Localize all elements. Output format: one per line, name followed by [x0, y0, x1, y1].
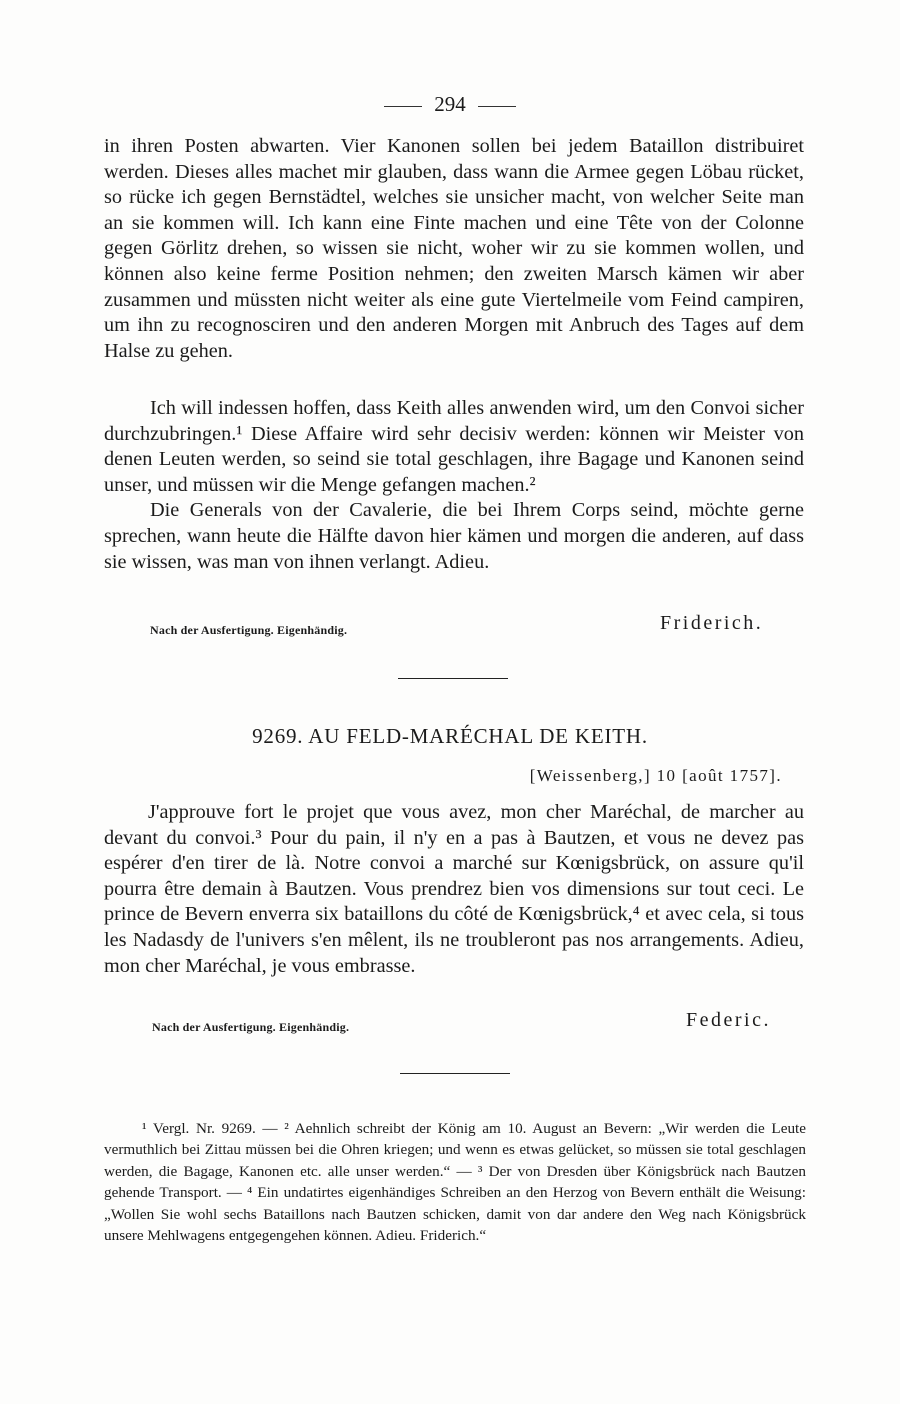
footnotes — [104, 1118, 806, 1246]
letter-body — [104, 800, 804, 979]
header-rule-right — [478, 106, 516, 107]
page-header — [0, 92, 900, 117]
paragraph: Die Generals von der Cavalerie, die bei Ihrem Corps seind, möchte gerne sprechen, wann heute die Hälfte davon hier kämen und morgen die anderen, auf dass sie wissen, was man von ihnen verlangt. Adieu. — [104, 499, 804, 573]
signature: Federic. — [686, 1009, 771, 1031]
source-note: Nach der Ausfertigung. Eigenhändig. — [152, 1020, 350, 1034]
header-rule-left — [384, 106, 422, 107]
section-divider — [398, 678, 508, 679]
footnote-divider — [400, 1073, 510, 1074]
source-note: Nach der Ausfertigung. Eigenhändig. — [150, 623, 348, 637]
signature: Friderich. — [660, 612, 764, 634]
paragraph: in ihren Posten abwarten. Vier Kanonen sollen bei jedem Bataillon distribuiret werden. Dieses alles machet mir glauben, dass wann die Armee gegen Löbau rücket, so rücke ich gegen Bernstädtel, welches sie unsicher macht, von welcher Seite man an sie kommen will. Ich kann eine Finte machen und eine Tête von der Colonne gegen Görlitz drehen, so wissen sie nicht, woher wir zu sie kommen wollen, und können also keine ferme Position nehmen; den zweiten Marsch kämen wir aber zusammen und müssten nicht weiter als eine gute Viertelmeile vom Feind campiren, um ihn zu recognosciren und den anderen Morgen mit Anbruch des Tages auf dem Halse zu gehen. — [104, 135, 804, 362]
letter-heading: 9269. AU FELD-MARÉCHAL DE KEITH. — [252, 724, 648, 748]
footnote-text: ¹ Vergl. Nr. 9269. — ² Aehnlich schreibt der König am 10. August an Bevern: „Wir werden die Leute vermuthlich bei Zittau müssen bei die Ohren kriegen; und wenn es etwas gelücket, so müssen sie total geschlagen werden, die Bagage, Kanonen etc. alle unser werden.“ — ³ Der von Dresden über Königsbrück nach Bautzen gehende Transport. — ⁴ Ein undatirtes eigenhändiges Schreiben an den Herzog von Bevern enthält die Weisung: „Wollen Sie wohl sechs Bataillons nach Bautzen schicken, damit von dar andere den Weg nach Königsbrück unsere Mehlwagens entgegengehen können. Adieu. Friderich.“ — [104, 1120, 806, 1245]
paragraph: J'approuve fort le projet que vous avez, mon cher Maréchal, de marcher au devant du convoi.³ Pour du pain, il n'y en a pas à Bautzen, et vous ne devez pas espérer d'en tirer de là. Notre convoi a marché sur Kœnigsbrück, on assure qu'il pourra être demain à Bautzen. Vous prendrez bien vos dimensions sur tout ceci. Le prince de Bevern enverra six bataillons du côté de Kœnigsbrück,⁴ et avec cela, si tous les Nadasdy de l'univers s'en mêlent, ils ne troubleront pas nos arrangements. Adieu, mon cher Maréchal, je vous embrasse. — [104, 801, 804, 977]
letter-continuation-2 — [104, 396, 804, 575]
letter-continuation — [104, 134, 804, 364]
page-number: 294 — [434, 92, 466, 116]
dateline: [Weissenberg,] 10 [août 1757]. — [529, 766, 782, 785]
paragraph: Ich will indessen hoffen, dass Keith alles anwenden wird, um den Convoi sicher durchzubringen.¹ Diese Affaire wird sehr decisiv werden: können wir Meister von denen Leuten werden, so seind sie total geschlagen, ihre Bagage und Kanonen seind unser, und müssen wir die Menge gefangen machen.² — [104, 397, 804, 496]
